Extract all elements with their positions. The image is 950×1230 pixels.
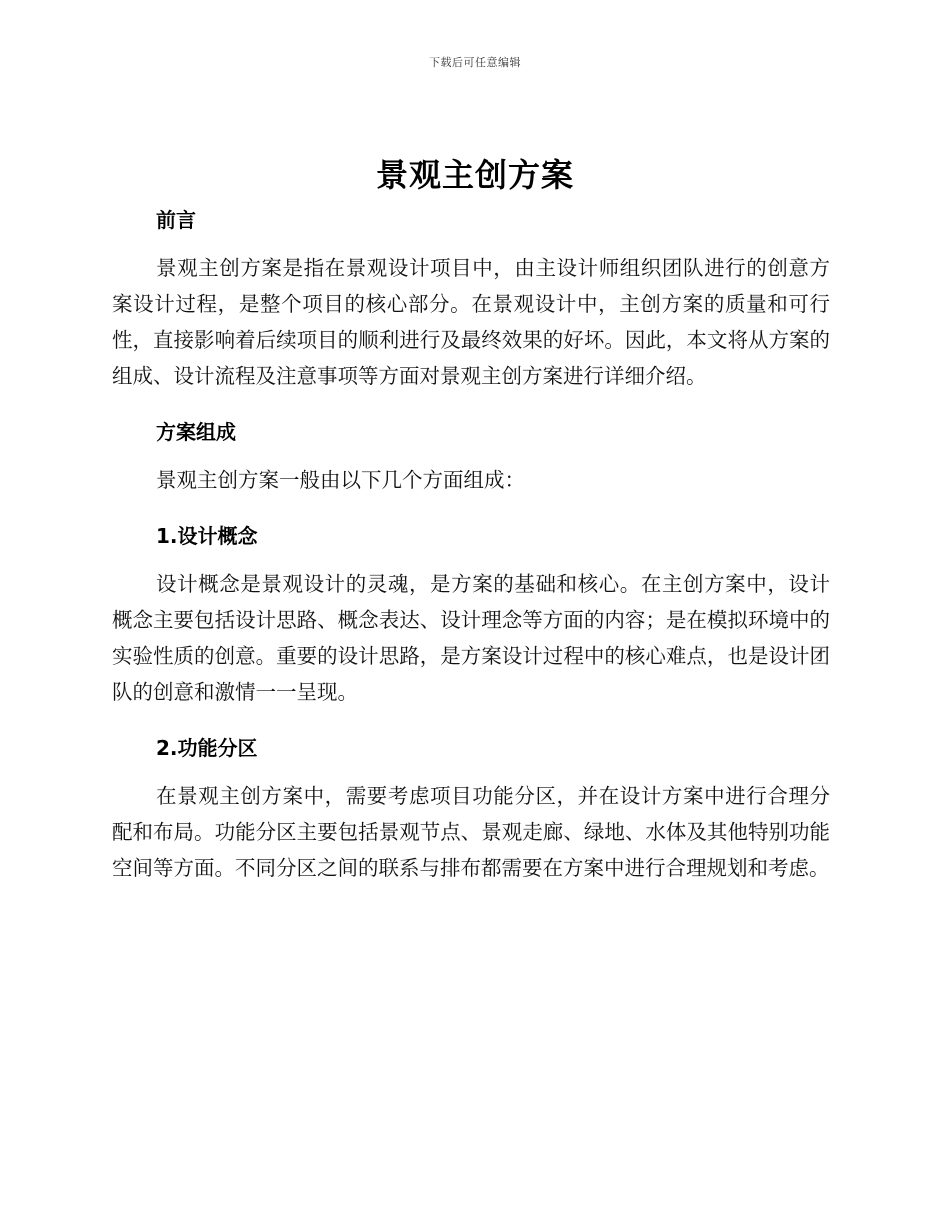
section-heading-preface: 前言: [156, 208, 196, 232]
document-body: [112, 200, 830, 886]
paragraph-preface: 景观主创方案是指在景观设计项目中，由主设计师组织团队进行的创意方案设计过程，是整个项目的核心部分。在景观设计中，主创方案的质量和可行性，直接影响着后续项目的顺利进行及最终效果的好坏。因此，本文将从方案的组成、设计流程及注意事项等方面对景观主创方案进行详细介绍。: [112, 256, 830, 388]
paragraph-functional-zoning: 在景观主创方案中，需要考虑项目功能分区，并在设计方案中进行合理分配和布局。功能分区主要包括景观节点、景观走廊、绿地、水体及其他特别功能空间等方面。不同分区之间的联系与排布都需要在方案中进行合理规划和考虑。: [112, 784, 830, 880]
section-heading-functional-zoning: 2.功能分区: [156, 736, 258, 760]
section-heading-design-concept: 1.设计概念: [156, 524, 258, 548]
running-header: 下载后可任意编辑: [429, 56, 521, 69]
paragraph-composition: 景观主创方案一般由以下几个方面组成：: [156, 468, 525, 492]
paragraph-design-concept: 设计概念是景观设计的灵魂，是方案的基础和核心。在主创方案中，设计概念主要包括设计思路、概念表达、设计理念等方面的内容；是在模拟环境中的实验性质的创意。重要的设计思路，是方案设计过程中的核心难点，也是设计团队的创意和激情一一呈现。: [112, 572, 830, 704]
section-heading-composition: 方案组成: [156, 420, 236, 444]
document-title: 景观主创方案: [375, 156, 574, 194]
